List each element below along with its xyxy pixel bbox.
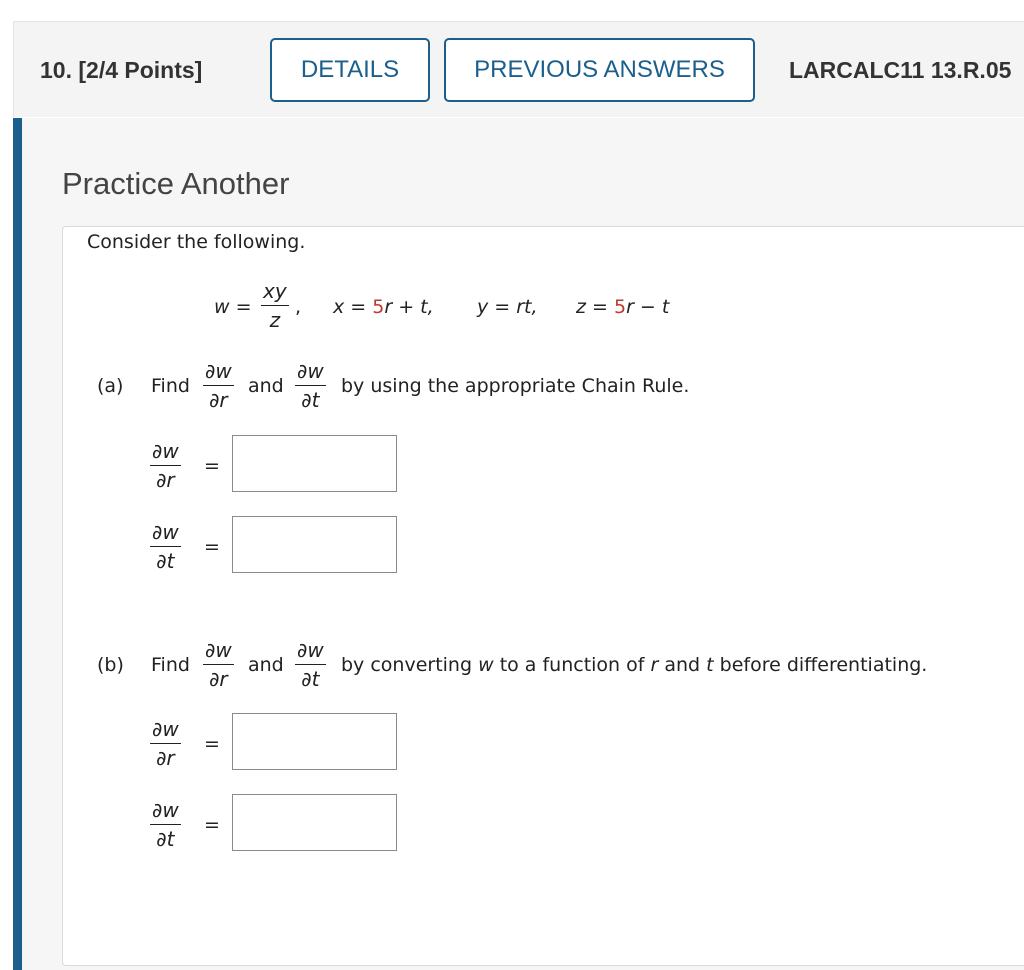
partial-t: ∂t bbox=[156, 549, 175, 573]
instruction-post: before differentiating. bbox=[719, 654, 928, 676]
w-fraction bbox=[261, 280, 289, 331]
question-panel bbox=[62, 226, 1024, 966]
part-b-answer1-label bbox=[150, 718, 181, 769]
question-header bbox=[13, 21, 1024, 117]
part-a-dw-dr-fraction bbox=[203, 360, 234, 411]
instruction-mid: to a function of bbox=[499, 654, 645, 676]
w-denominator: z bbox=[269, 308, 281, 332]
r-variable: r bbox=[650, 654, 659, 676]
question-number-points: 10. [2/4 Points] bbox=[40, 57, 203, 83]
equals-sign: = bbox=[204, 455, 220, 477]
partial-r: ∂r bbox=[156, 468, 175, 492]
part-b-dw-dr-input[interactable] bbox=[232, 713, 397, 770]
part-b-dw-dt-fraction bbox=[295, 639, 326, 690]
z-coefficient: 5 bbox=[613, 296, 627, 318]
equals-sign: = bbox=[204, 814, 220, 836]
question-body bbox=[13, 118, 1024, 970]
part-a-and: and bbox=[248, 375, 284, 397]
w-lhs: w = bbox=[214, 296, 252, 318]
part-a-dw-dr-input[interactable] bbox=[232, 435, 397, 492]
partial-r: ∂r bbox=[156, 746, 175, 770]
partial-w: ∂w bbox=[152, 439, 179, 463]
part-b-find: Find bbox=[151, 654, 190, 676]
z-rest: r − t bbox=[626, 296, 670, 318]
part-a-find: Find bbox=[151, 375, 190, 397]
part-a-answer2-label bbox=[150, 521, 181, 572]
part-b-and: and bbox=[248, 654, 284, 676]
previous-answers-button[interactable]: PREVIOUS ANSWERS bbox=[444, 38, 755, 102]
part-a-instruction: by using the appropriate Chain Rule. bbox=[341, 375, 690, 397]
w-variable: w bbox=[478, 654, 494, 676]
left-accent-bar bbox=[13, 118, 22, 970]
details-button[interactable]: DETAILS bbox=[270, 38, 430, 102]
x-coefficient: 5 bbox=[372, 296, 385, 318]
part-a-dw-dt-fraction bbox=[295, 360, 326, 411]
partial-w: ∂w bbox=[152, 520, 179, 544]
partial-w: ∂w bbox=[205, 359, 232, 383]
instruction-and: and bbox=[664, 654, 701, 676]
intro-text: Consider the following. bbox=[87, 231, 306, 253]
partial-w: ∂w bbox=[152, 798, 179, 822]
partial-w: ∂w bbox=[297, 638, 324, 662]
partial-w: ∂w bbox=[205, 638, 232, 662]
course-code: LARCALC11 13.R.05 bbox=[789, 57, 1012, 83]
part-a-label: (a) bbox=[97, 375, 124, 397]
part-b-label: (b) bbox=[97, 654, 124, 676]
z-definition bbox=[576, 296, 669, 318]
x-definition bbox=[333, 296, 434, 318]
partial-w: ∂w bbox=[152, 717, 179, 741]
part-b-instruction bbox=[341, 654, 927, 676]
practice-another-link[interactable]: Practice Another bbox=[62, 166, 290, 201]
z-lhs: z = bbox=[576, 296, 614, 318]
t-variable: t bbox=[706, 654, 714, 676]
part-b-dw-dr-fraction bbox=[203, 639, 234, 690]
part-a-answer1-label bbox=[150, 440, 181, 491]
equals-sign: = bbox=[204, 536, 220, 558]
partial-t: ∂t bbox=[301, 667, 320, 691]
x-lhs: x = bbox=[333, 296, 373, 318]
partial-r: ∂r bbox=[209, 388, 228, 412]
y-definition: y = rt, bbox=[477, 296, 538, 318]
part-b-dw-dt-input[interactable] bbox=[232, 794, 397, 851]
part-a-dw-dt-input[interactable] bbox=[232, 516, 397, 573]
x-rest: r + t, bbox=[384, 296, 434, 318]
part-b-answer2-label bbox=[150, 799, 181, 850]
partial-t: ∂t bbox=[301, 388, 320, 412]
partial-t: ∂t bbox=[156, 827, 175, 851]
partial-w: ∂w bbox=[297, 359, 324, 383]
instruction-pre: by converting bbox=[341, 654, 473, 676]
w-comma: , bbox=[295, 296, 302, 318]
w-numerator: xy bbox=[263, 279, 287, 303]
partial-r: ∂r bbox=[209, 667, 228, 691]
equals-sign: = bbox=[204, 733, 220, 755]
